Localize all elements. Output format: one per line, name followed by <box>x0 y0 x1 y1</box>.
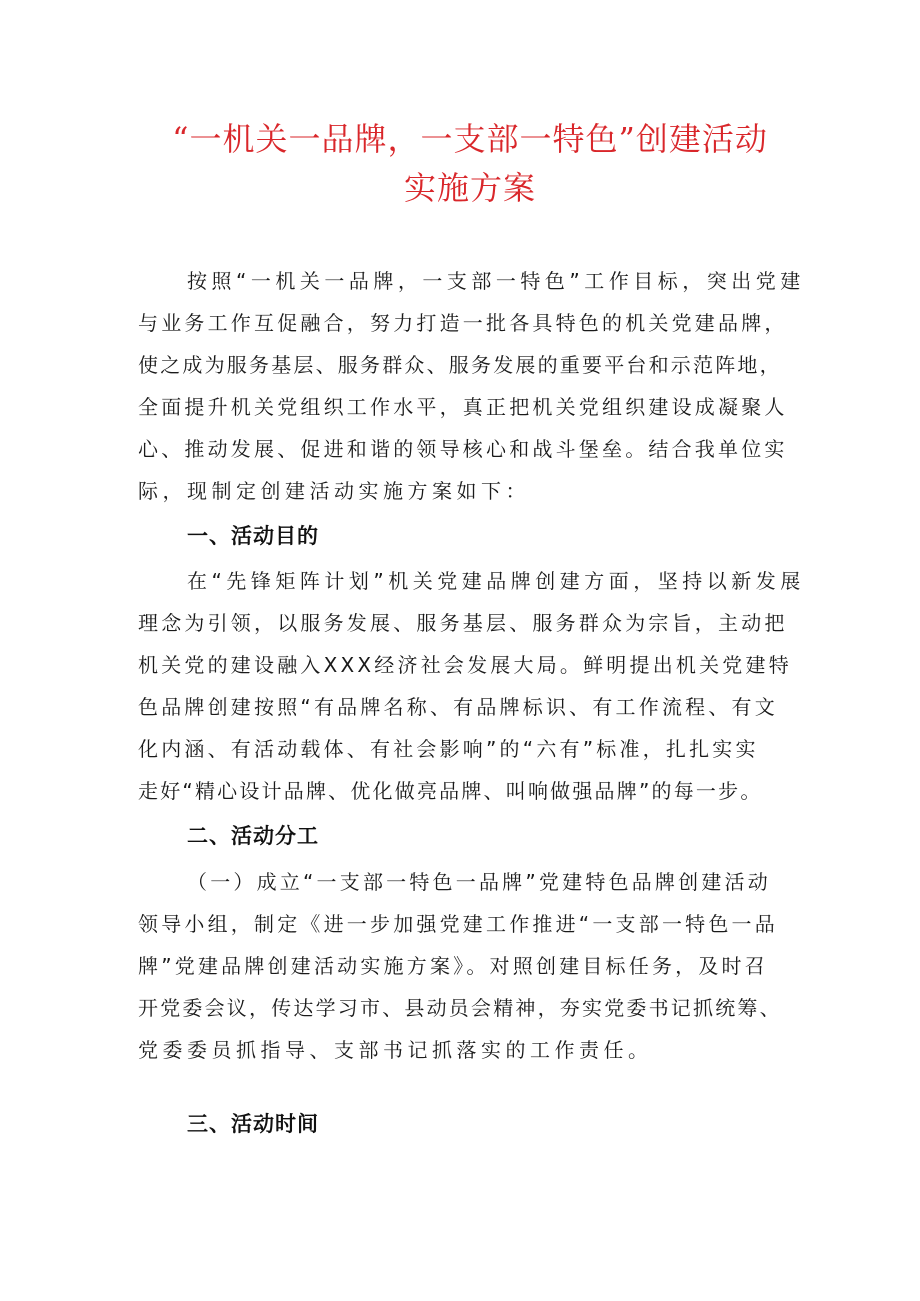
section1-line: 在“先锋矩阵计划”机关党建品牌创建方面，坚持以新发展 <box>187 569 805 593</box>
section1-line: 色品牌创建按照“有品牌名称、有品牌标识、有工作流程、有文 <box>138 695 778 719</box>
intro-line: 心、推动发展、促进和谐的领导核心和战斗堡垒。结合我单位实 <box>138 437 788 461</box>
intro-line: 与业务工作互促融合，努力打造一批各具特色的机关党建品牌， <box>138 311 788 335</box>
section2-line: 党委委员抓指导、支部书记抓落实的工作责任。 <box>138 1038 653 1062</box>
section-heading-purpose: 一、活动目的 <box>187 524 319 548</box>
section2-line: 牌”党建品牌创建活动实施方案》。对照创建目标任务，及时召 <box>138 954 768 978</box>
document-title-line-1: “一机关一品牌，一支部一特色”创建活动 <box>172 120 768 158</box>
section1-line: 化内涵、有活动载体、有社会影响”的“六有”标准，扎扎实实 <box>138 737 759 761</box>
section2-line: 领导小组，制定《进一步加强党建工作推进“一支部一特色一品 <box>138 912 778 936</box>
intro-line: 按照“一机关一品牌，一支部一特色”工作目标，突出党建 <box>187 269 805 293</box>
document-title-line-2: 实施方案 <box>403 169 536 207</box>
section1-line: 走好“精心设计品牌、优化做亮品牌、叫响做强品牌”的每一步。 <box>138 779 763 803</box>
intro-line: 际，现制定创建活动实施方案如下： <box>138 479 530 503</box>
section1-line: 机关党的建设融入XXX经济社会发展大局。鲜明提出机关党建特 <box>138 653 792 677</box>
intro-line: 使之成为服务基层、服务群众、服务发展的重要平台和示范阵地， <box>138 353 782 377</box>
section-heading-division: 二、活动分工 <box>187 824 319 848</box>
section1-line: 理念为引领，以服务发展、服务基层、服务群众为宗旨，主动把 <box>138 611 788 635</box>
section2-line: （一）成立“一支部一特色一品牌”党建特色品牌创建活动 <box>187 870 771 894</box>
intro-line: 全面提升机关党组织工作水平，真正把机关党组织建设成凝聚人 <box>138 395 788 419</box>
section-heading-time: 三、活动时间 <box>187 1112 319 1136</box>
section2-line: 开党委会议，传达学习市、县动员会精神，夯实党委书记抓统筹、 <box>138 996 782 1020</box>
